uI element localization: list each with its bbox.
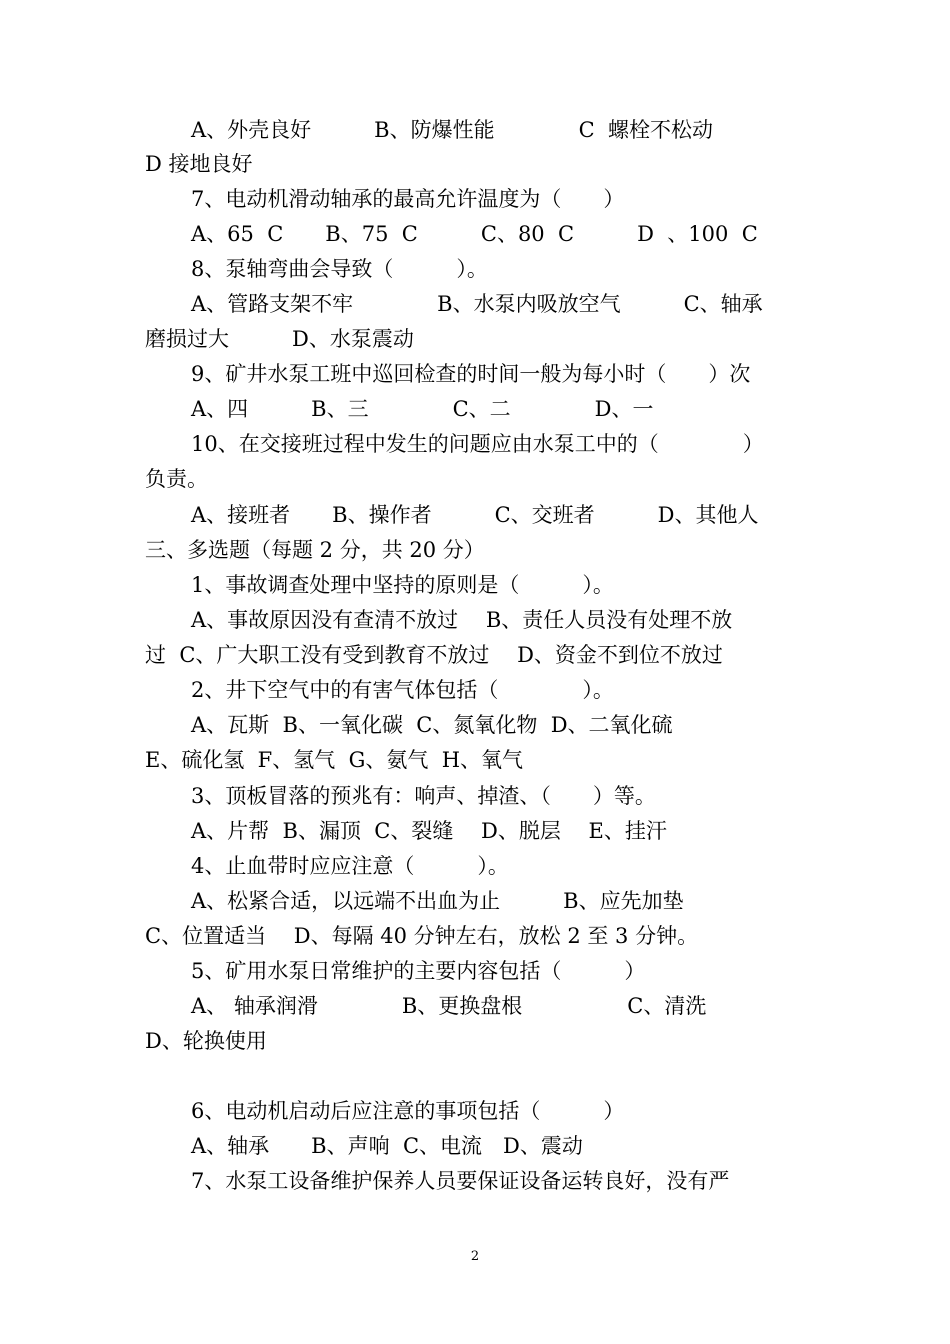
text-line: 3、顶板冒落的预兆有：响声、掉渣、（ ）等。: [191, 784, 656, 808]
text-line: 磨损过大 D、水泵震动: [145, 327, 414, 351]
text-line: 过 C、广大职工没有受到教育不放过 D、资金不到位不放过: [145, 643, 723, 667]
text-line: 1、事故调查处理中坚持的原则是（ ）。: [191, 573, 614, 597]
page-number: 2: [470, 1249, 480, 1264]
text-line: 8、泵轴弯曲会导致（ ）。: [191, 257, 488, 281]
text-line: E、硫化氢 F、氢气 G、氨气 H、氧气: [145, 748, 524, 772]
text-line: D、轮换使用: [145, 1029, 267, 1053]
text-line: A、瓦斯 B、一氧化碳 C、氮氧化物 D、二氧化硫: [191, 713, 673, 737]
text-line: A、轴承 B、声响 C、电流 D、震动: [191, 1134, 583, 1158]
text-line: D 接地良好: [145, 152, 253, 176]
text-line: 7、水泵工设备维护保养人员要保证设备运转良好，没有严: [191, 1169, 730, 1193]
text-line: 5、矿用水泵日常维护的主要内容包括（ ）: [191, 959, 646, 983]
text-line: A、 轴承润滑 B、更换盘根 C、清洗: [191, 994, 707, 1018]
text-line: 2、井下空气中的有害气体包括（ ）。: [191, 678, 614, 702]
text-line: A、管路支架不牢 B、水泵内吸放空气 C、轴承: [191, 292, 763, 316]
text-line: 7、电动机滑动轴承的最高允许温度为（ ）: [191, 187, 625, 211]
text-line: 4、止血带时应应注意（ ）。: [191, 854, 509, 878]
text-line: A、四 B、三 C、二 D、一: [191, 397, 654, 421]
section-heading: 三、多选题（每题 2 分，共 20 分）: [145, 538, 485, 562]
text-line: C、位置适当 D、每隔 40 分钟左右，放松 2 至 3 分钟。: [145, 924, 699, 948]
text-line: A、接班者 B、操作者 C、交班者 D、其他人: [191, 503, 759, 527]
text-line: 负责。: [145, 467, 208, 491]
text-line: A、65 C B、75 C C、80 C D 、100 C: [191, 222, 758, 246]
text-line: A、松紧合适，以远端不出血为止 B、应先加垫: [191, 889, 684, 913]
text-line: 9、矿井水泵工班中巡回检查的时间一般为每小时（ ）次: [191, 362, 751, 386]
text-line: 6、电动机启动后应注意的事项包括（ ）: [191, 1099, 625, 1123]
text-line: A、外壳良好 B、防爆性能 C 螺栓不松动: [191, 118, 714, 142]
text-line: 10、在交接班过程中发生的问题应由水泵工中的（ ）: [191, 432, 764, 456]
text-line: A、片帮 B、漏顶 C、裂缝 D、脱层 E、挂汗: [191, 819, 667, 843]
text-line: A、事故原因没有查清不放过 B、责任人员没有处理不放: [191, 608, 733, 632]
